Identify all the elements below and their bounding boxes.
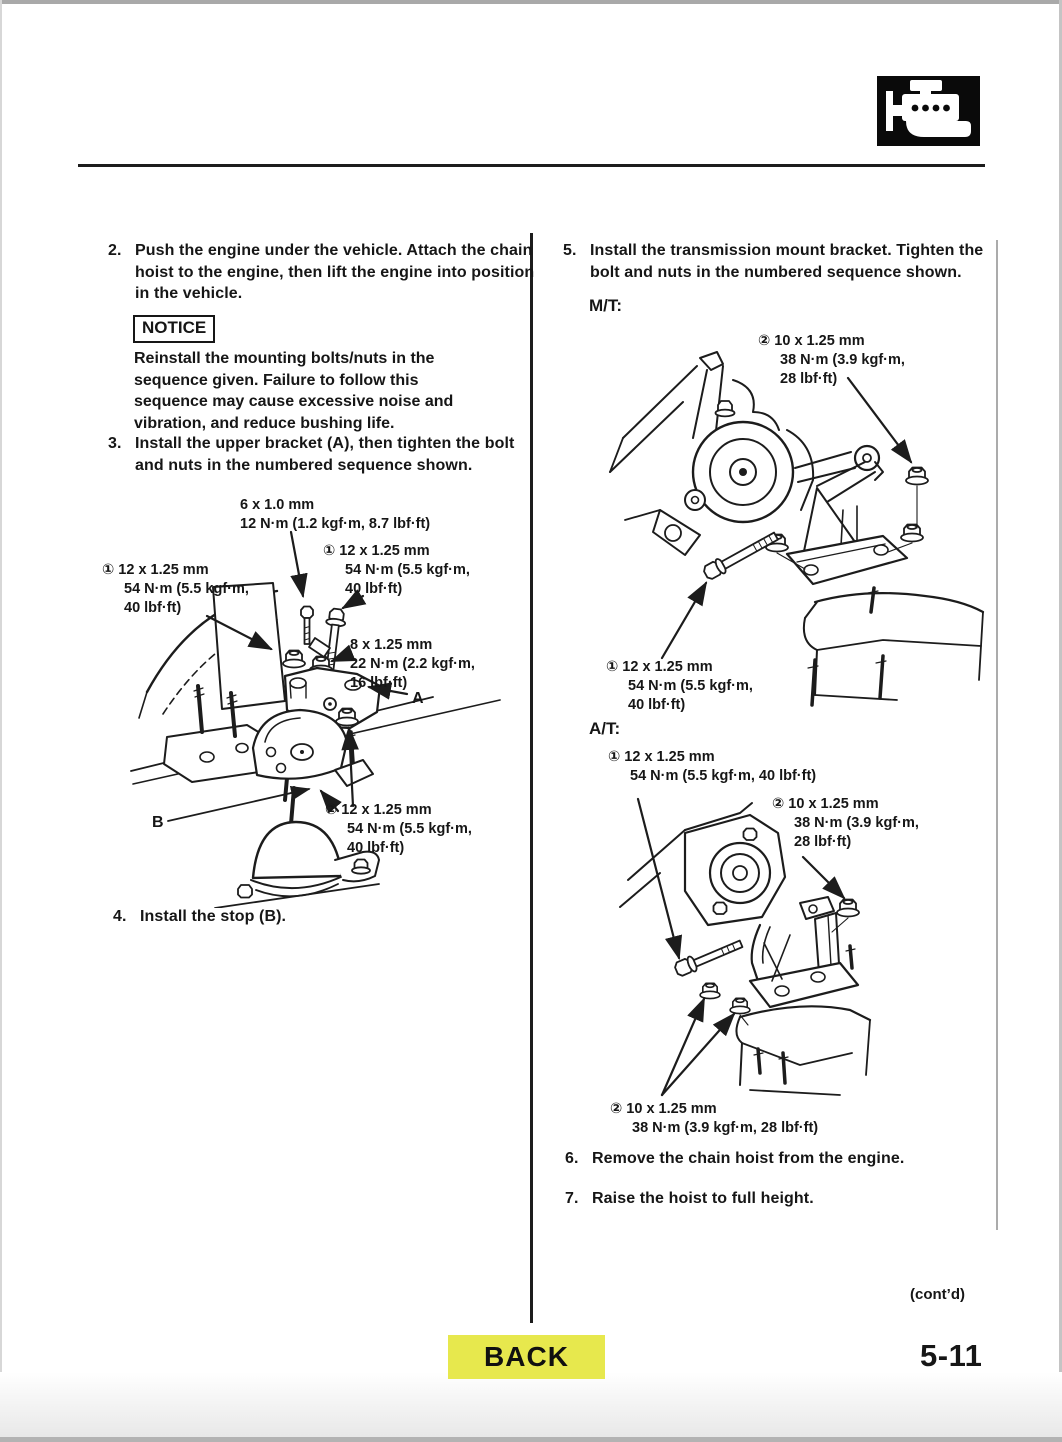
text-line: 22 N·m (2.2 kgf·m, (350, 656, 475, 672)
at-heading: A/T: (589, 719, 621, 738)
text-line: Install the upper bracket (A), then tighten the bolt (135, 435, 515, 452)
text-line: 54 N·m (5.5 kgf·m, (628, 678, 753, 694)
notice-label: NOTICE (142, 318, 207, 337)
torque-label-nut-12mm (325, 801, 472, 858)
torque-label-12mm-left (102, 561, 249, 618)
text-line: 28 lbf·ft) (794, 834, 852, 850)
text-line: 38 N·m (3.9 kgf·m, (794, 815, 919, 831)
callout-a: A (412, 690, 424, 707)
torque-label-12mm-right (323, 542, 470, 599)
text-line: bolt and nuts in the numbered sequence shown. (590, 263, 962, 281)
step-5-number: 5. (563, 242, 577, 259)
text-line: ① 12 x 1.25 mm (606, 659, 713, 675)
text-line: 16 lbf·ft) (350, 675, 408, 691)
text-line: 40 lbf·ft) (345, 581, 403, 597)
step-3-text (135, 433, 514, 476)
step-2 (108, 240, 534, 305)
text-line: 54 N·m (5.5 kgf·m, (347, 821, 472, 837)
header-rule (78, 164, 985, 167)
text-line: sequence may cause excessive noise and (134, 393, 454, 410)
step-7 (565, 1188, 814, 1210)
text-line: ② 12 x 1.25 mm (325, 802, 432, 818)
text-line: 40 lbf·ft) (628, 697, 686, 713)
figure-at-mount-bracket (600, 785, 1020, 1115)
mt-heading: M/T: (589, 296, 623, 315)
text-line: Install the transmission mount bracket. Tighten the (590, 242, 984, 259)
window-left-edge (0, 0, 2, 1442)
text-line: 40 lbf·ft) (124, 600, 182, 616)
text-line: ② 10 x 1.25 mm (772, 796, 879, 812)
torque-label-bolt-8mm (350, 636, 475, 693)
page-number: 5-11 (920, 1338, 983, 1373)
text-line: ① 12 x 1.25 mm (608, 749, 715, 765)
step-4-text: Install the stop (B). (140, 908, 287, 925)
step-5-text (590, 240, 983, 283)
text-line: vibration, and reduce bushing life. (134, 414, 395, 432)
notice-box (133, 315, 215, 343)
at-torque-label-nut-10mm-bottom (610, 1100, 818, 1138)
page-bottom-shade (0, 1372, 1062, 1442)
text-line: ① 12 x 1.25 mm (102, 562, 209, 578)
text-line: ② 10 x 1.25 mm (758, 333, 865, 349)
step-4-number: 4. (113, 908, 127, 925)
text-line: ① 12 x 1.25 mm (323, 543, 430, 559)
text-line: and nuts in the numbered sequence shown. (135, 456, 473, 474)
step-7-number: 7. (565, 1190, 579, 1207)
step-6-number: 6. (565, 1150, 579, 1167)
text-line: 54 N·m (5.5 kgf·m, (124, 581, 249, 597)
contd-note: (cont’d) (910, 1286, 965, 1303)
text-line: 6 x 1.0 mm (240, 497, 315, 513)
text-line: 12 N·m (1.2 kgf·m, 8.7 lbf·ft) (240, 516, 431, 532)
torque-label-bolt-6mm (240, 496, 430, 534)
text-line: sequence given. Failure to follow this (134, 371, 419, 389)
step-6 (565, 1148, 904, 1170)
text-line: ② 10 x 1.25 mm (610, 1101, 717, 1117)
text-line: Reinstall the mounting bolts/nuts in the (134, 350, 435, 367)
step-2-number: 2. (108, 242, 122, 259)
step-3 (108, 433, 514, 476)
step-2-text (135, 240, 534, 305)
notice-text (134, 348, 453, 434)
text-line: 38 N·m (3.9 kgf·m, 28 lbf·ft) (632, 1120, 819, 1136)
window-top-edge (0, 0, 1062, 4)
column-divider (530, 233, 533, 1323)
step-6-text: Remove the chain hoist from the engine. (592, 1150, 905, 1167)
text-line: 54 N·m (5.5 kgf·m, (345, 562, 470, 578)
step-5 (563, 240, 983, 283)
text-line: 38 N·m (3.9 kgf·m, (780, 352, 905, 368)
text-line: 28 lbf·ft) (780, 371, 838, 387)
at-torque-label-bolt-12mm (608, 748, 816, 786)
callout-b: B (152, 814, 164, 831)
text-line: 54 N·m (5.5 kgf·m, 40 lbf·ft) (630, 768, 817, 784)
back-button[interactable]: BACK (448, 1335, 605, 1379)
text-line: hoist to the engine, then lift the engine into position (135, 263, 535, 281)
mt-torque-label-bolt-12mm (606, 658, 753, 715)
engine-icon (877, 76, 980, 146)
step-7-text: Raise the hoist to full height. (592, 1190, 814, 1207)
step-4 (113, 906, 286, 928)
text-line: 40 lbf·ft) (347, 840, 405, 856)
step-3-number: 3. (108, 435, 122, 452)
text-line: Push the engine under the vehicle. Attach the chain (135, 242, 533, 259)
text-line: 8 x 1.25 mm (350, 637, 433, 653)
window-bottom-edge (0, 1437, 1062, 1442)
text-line: in the vehicle. (135, 285, 243, 302)
